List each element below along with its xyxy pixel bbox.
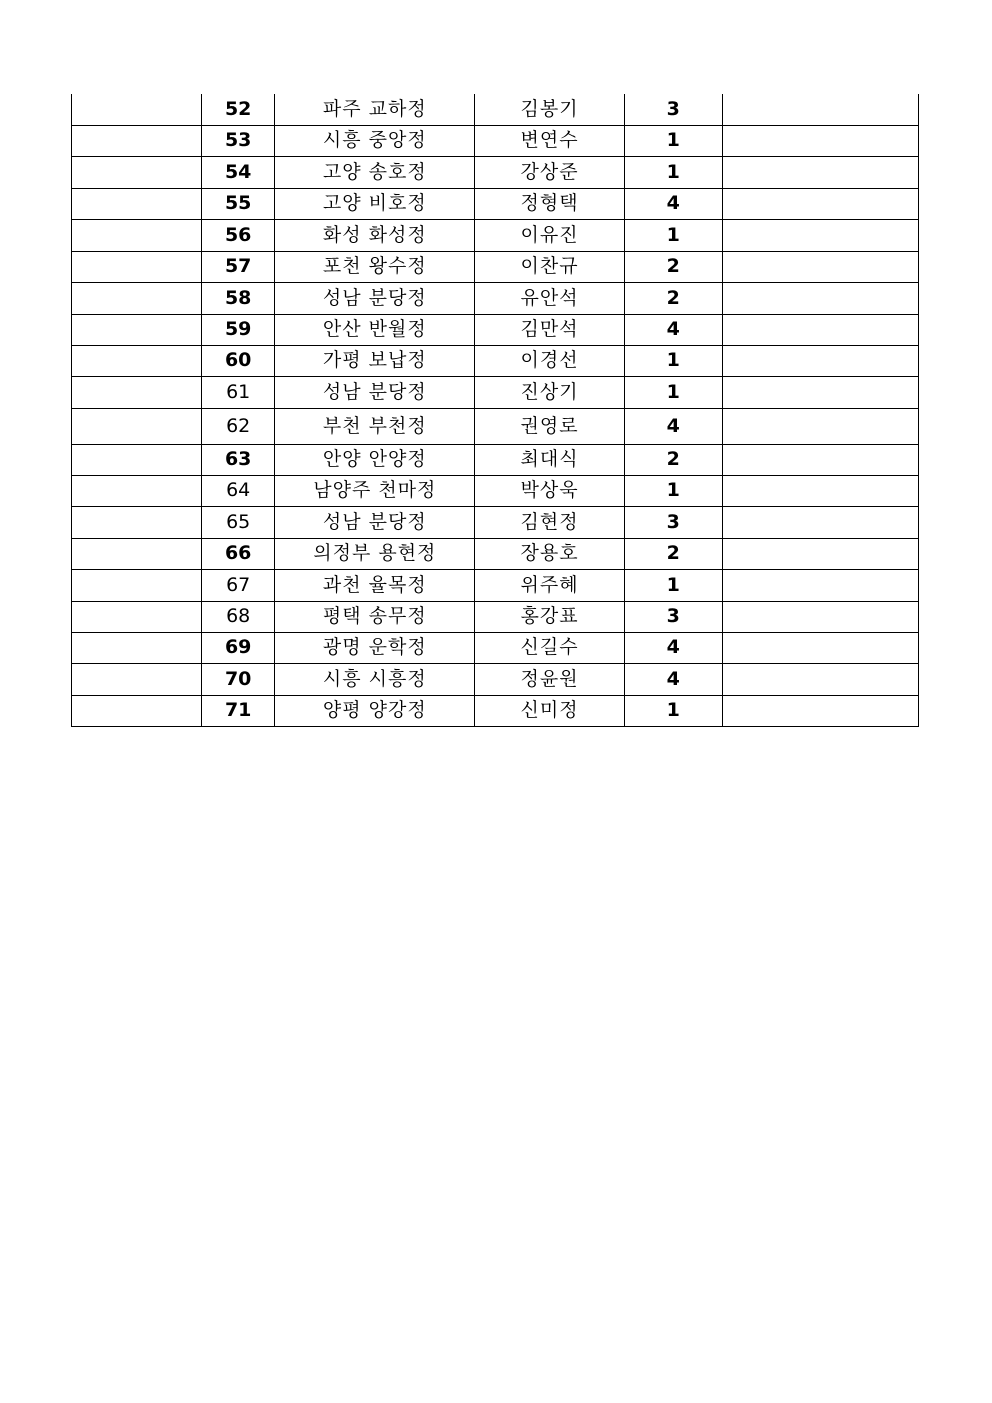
name-cell: 김만석 [475, 314, 624, 345]
number-cell: 58 [202, 282, 275, 314]
count-cell: 1 [624, 376, 722, 408]
count-cell: 4 [624, 663, 722, 695]
note-cell [722, 632, 918, 663]
note-cell [722, 475, 918, 506]
count-cell: 2 [624, 444, 722, 475]
unit-cell: 의정부 용현정 [275, 538, 475, 569]
count-cell: 4 [624, 314, 722, 345]
unit-cell: 고양 비호정 [275, 188, 475, 219]
number-cell: 70 [202, 663, 275, 695]
blank-cell [72, 125, 202, 156]
count-cell: 1 [624, 695, 722, 726]
name-cell: 위주혜 [475, 569, 624, 601]
number-cell: 52 [202, 94, 275, 125]
count-cell: 1 [624, 156, 722, 188]
blank-cell [72, 408, 202, 444]
table-row [72, 251, 919, 282]
number-cell: 59 [202, 314, 275, 345]
name-cell: 권영로 [475, 408, 624, 444]
unit-cell: 시흥 시흥정 [275, 663, 475, 695]
table-row [72, 601, 919, 632]
count-cell: 1 [624, 569, 722, 601]
note-cell [722, 156, 918, 188]
unit-cell: 남양주 천마정 [275, 475, 475, 506]
name-cell: 이유진 [475, 219, 624, 251]
name-cell: 신길수 [475, 632, 624, 663]
name-cell: 강상준 [475, 156, 624, 188]
number-cell: 55 [202, 188, 275, 219]
note-cell [722, 345, 918, 376]
unit-cell: 고양 송호정 [275, 156, 475, 188]
table-row [72, 408, 919, 444]
unit-cell: 평택 송무정 [275, 601, 475, 632]
name-cell: 정형택 [475, 188, 624, 219]
name-cell: 정윤원 [475, 663, 624, 695]
unit-cell: 부천 부천정 [275, 408, 475, 444]
blank-cell [72, 345, 202, 376]
number-cell: 53 [202, 125, 275, 156]
table-row [72, 475, 919, 506]
count-cell: 2 [624, 538, 722, 569]
number-cell: 54 [202, 156, 275, 188]
name-cell: 신미정 [475, 695, 624, 726]
name-cell: 장용호 [475, 538, 624, 569]
blank-cell [72, 475, 202, 506]
count-cell: 2 [624, 282, 722, 314]
count-cell: 1 [624, 345, 722, 376]
note-cell [722, 125, 918, 156]
unit-cell: 시흥 중앙정 [275, 125, 475, 156]
number-cell: 63 [202, 444, 275, 475]
note-cell [722, 601, 918, 632]
table-row [72, 444, 919, 475]
number-cell: 56 [202, 219, 275, 251]
name-cell: 홍강표 [475, 601, 624, 632]
unit-cell: 가평 보납정 [275, 345, 475, 376]
table-row [72, 94, 919, 125]
count-cell: 4 [624, 408, 722, 444]
table-row [72, 314, 919, 345]
blank-cell [72, 219, 202, 251]
note-cell [722, 538, 918, 569]
number-cell: 65 [202, 506, 275, 538]
blank-cell [72, 569, 202, 601]
table-row [72, 345, 919, 376]
name-cell: 진상기 [475, 376, 624, 408]
blank-cell [72, 188, 202, 219]
count-cell: 2 [624, 251, 722, 282]
note-cell [722, 282, 918, 314]
unit-cell: 화성 화성정 [275, 219, 475, 251]
count-cell: 3 [624, 94, 722, 125]
unit-cell: 양평 양강정 [275, 695, 475, 726]
count-cell: 1 [624, 219, 722, 251]
table-row [72, 506, 919, 538]
blank-cell [72, 444, 202, 475]
table-row [72, 125, 919, 156]
unit-cell: 성남 분당정 [275, 506, 475, 538]
table-row [72, 188, 919, 219]
note-cell [722, 695, 918, 726]
unit-cell: 광명 운학정 [275, 632, 475, 663]
table-row [72, 695, 919, 726]
name-cell: 유안석 [475, 282, 624, 314]
unit-cell: 성남 분당정 [275, 282, 475, 314]
table-row [72, 282, 919, 314]
table-row [72, 632, 919, 663]
note-cell [722, 506, 918, 538]
blank-cell [72, 94, 202, 125]
roster-table [71, 94, 919, 727]
table-row [72, 663, 919, 695]
count-cell: 3 [624, 506, 722, 538]
number-cell: 69 [202, 632, 275, 663]
count-cell: 4 [624, 188, 722, 219]
note-cell [722, 314, 918, 345]
number-cell: 64 [202, 475, 275, 506]
note-cell [722, 188, 918, 219]
blank-cell [72, 695, 202, 726]
note-cell [722, 444, 918, 475]
blank-cell [72, 538, 202, 569]
table-row [72, 156, 919, 188]
table-row [72, 376, 919, 408]
table-row [72, 569, 919, 601]
number-cell: 71 [202, 695, 275, 726]
number-cell: 60 [202, 345, 275, 376]
name-cell: 박상욱 [475, 475, 624, 506]
unit-cell: 성남 분당정 [275, 376, 475, 408]
table-row [72, 219, 919, 251]
blank-cell [72, 376, 202, 408]
blank-cell [72, 314, 202, 345]
count-cell: 3 [624, 601, 722, 632]
note-cell [722, 569, 918, 601]
blank-cell [72, 156, 202, 188]
number-cell: 66 [202, 538, 275, 569]
roster-table-body [72, 94, 919, 726]
blank-cell [72, 282, 202, 314]
name-cell: 최대식 [475, 444, 624, 475]
unit-cell: 포천 왕수정 [275, 251, 475, 282]
note-cell [722, 219, 918, 251]
count-cell: 1 [624, 475, 722, 506]
unit-cell: 안양 안양정 [275, 444, 475, 475]
number-cell: 62 [202, 408, 275, 444]
unit-cell: 안산 반월정 [275, 314, 475, 345]
blank-cell [72, 632, 202, 663]
name-cell: 이경선 [475, 345, 624, 376]
note-cell [722, 94, 918, 125]
count-cell: 1 [624, 125, 722, 156]
note-cell [722, 408, 918, 444]
number-cell: 61 [202, 376, 275, 408]
name-cell: 이찬규 [475, 251, 624, 282]
blank-cell [72, 251, 202, 282]
count-cell: 4 [624, 632, 722, 663]
note-cell [722, 663, 918, 695]
unit-cell: 파주 교하정 [275, 94, 475, 125]
name-cell: 김현정 [475, 506, 624, 538]
table-row [72, 538, 919, 569]
note-cell [722, 376, 918, 408]
blank-cell [72, 601, 202, 632]
note-cell [722, 251, 918, 282]
number-cell: 68 [202, 601, 275, 632]
blank-cell [72, 506, 202, 538]
blank-cell [72, 663, 202, 695]
number-cell: 57 [202, 251, 275, 282]
number-cell: 67 [202, 569, 275, 601]
name-cell: 김봉기 [475, 94, 624, 125]
unit-cell: 과천 율목정 [275, 569, 475, 601]
name-cell: 변연수 [475, 125, 624, 156]
